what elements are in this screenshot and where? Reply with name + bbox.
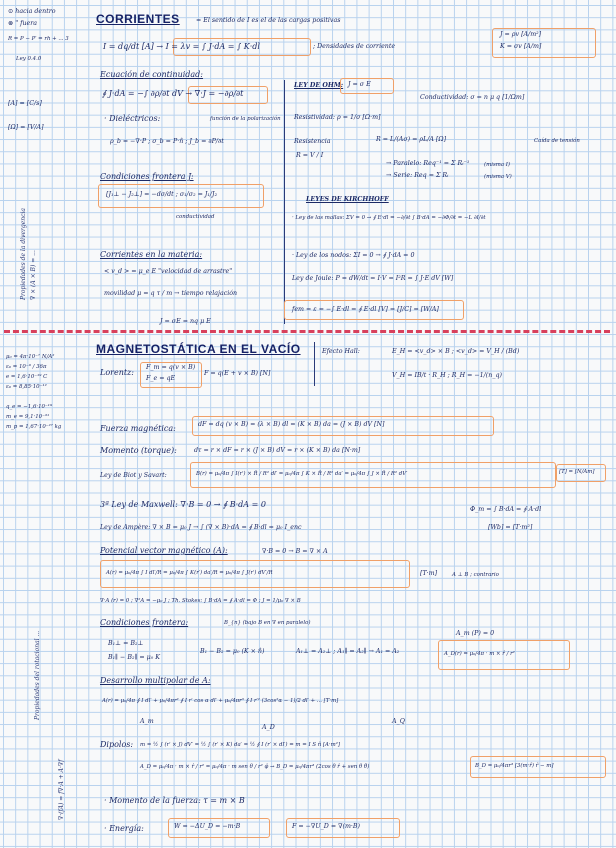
- paralelo: → Paralelo: Req⁻¹ = Σ Rᵢ⁻¹: [386, 160, 470, 167]
- biot-label: Ley de Biot y Savart:: [100, 472, 167, 479]
- continuidad-title: Ecuación de continuidad:: [100, 70, 203, 79]
- kirchhoff-nodos: · Ley de los nodos: ΣI = 0 → ∮ J·dA = 0: [292, 252, 415, 259]
- biot-eq: B(r) = μ₀/4π ∫ I(r′) × R̂ / R² dl′ = μ₀/4π ∫ K × R̂ / R² da′ = μ₀/4π ∫ J × R̂ / R² dV′: [196, 471, 408, 477]
- ohm-eq: J = σ E: [348, 81, 371, 88]
- dipolo-label: Dipolos:: [100, 740, 134, 749]
- lorentz-label: Lorentz:: [100, 368, 134, 377]
- materia-eq-j: J = σE = nq μ E: [160, 318, 211, 325]
- const-e: e = 1,6·10⁻¹⁹ C: [6, 374, 48, 380]
- flujo-magnetico: Φ_m = ∫ B·dA = ∮ A·dl: [470, 506, 542, 513]
- misma-i: (misma I): [484, 162, 510, 168]
- label-monopolo: A_m: [140, 718, 154, 725]
- materia-title: Corrientes en la materia:: [100, 250, 203, 259]
- multipolar-eq: A(r) = μ₀/4π ∮ I dl′ + μ₀/4πr² ∮ I r′ cos α dl′ + μ₀/4πr³ ∮ I r′² (3cos²α − 1)/2 dl′ + ... [T·m]: [102, 698, 339, 704]
- weber-unit: [Wb] = [T·m²]: [488, 524, 533, 531]
- hall-divider: [314, 342, 315, 386]
- kirchhoff-title: LEYES DE KIRCHHOFF: [306, 196, 389, 203]
- const-qe: q_e = −1,6·10⁻¹⁹: [6, 404, 53, 410]
- lorentz-total: F = q(E + v × B) [N]: [204, 370, 271, 377]
- section-title-magnetostatica: MAGNETOSTÁTICA EN EL VACÍO: [96, 342, 301, 356]
- misma-v: (misma V): [484, 174, 512, 180]
- note-ley: Ley 0.4.0: [16, 56, 42, 62]
- fuerza-eq: dF = dq (v × B) = (λ × B) dl = (K × B) da = (J × B) dV [N]: [198, 421, 385, 428]
- materia-eq-movilidad: movilidad μ = q τ / m → tiempo relajación: [104, 290, 238, 297]
- unit-ohm: [Ω] = [V/A]: [8, 124, 44, 131]
- frontera-b-note: B_{n} (bajo B en ∇ en paralelo): [224, 620, 311, 626]
- hall-label: Efecto Hall:: [322, 348, 360, 355]
- margin-note-4: ∇·(fA) = f∇·A + A·∇f: [58, 759, 65, 820]
- caida-tension: Caída de tensión: [534, 138, 580, 144]
- energia-label: · Energía:: [104, 824, 144, 833]
- potencial-unit: [T·m]: [420, 570, 438, 577]
- resistividad: Resistividad: ρ = 1/σ [Ω·m]: [294, 114, 381, 121]
- label-dipolo: A_D: [262, 724, 275, 731]
- dipolo-campo: A_D = μ₀/4π · m × r̂ / r² = μ₀/4π · m sen θ / r² φ̂ → B_D = μ₀/4πr³ (2cos θ r̂ + sen θ θ̂): [140, 764, 370, 770]
- momento-label: Momento (torque):: [100, 446, 177, 455]
- frontera-j-eq: [J₁⊥ − J₂⊥] = −dσ/dt ; σ₁/σ₂ = J₁/J₂: [106, 191, 218, 198]
- densidades-label: ; Densidades de corriente: [313, 43, 396, 50]
- materia-eq-arrastre: < v_d > = μ_e E "velocidad de arrastre": [104, 268, 233, 275]
- dielectricos-note: función de la polarización: [210, 116, 281, 122]
- const-me: m_e = 9,1·10⁻³¹: [6, 414, 50, 420]
- fuerza-dipolo-eq: F = −∇U_D = ∇(m·B): [292, 823, 361, 830]
- potencial-note: A ⊥ B ; contrario: [452, 572, 499, 578]
- potencial-title: Potencial vector magnético (A):: [100, 546, 228, 555]
- section-separator: [4, 330, 610, 333]
- dipolo-momento: m = ½ ∫ (r′ × J) dV′ = ½ ∫ (r′ × K) da′ = ½ ∮ I (r′ × dl′) = m = I S n̂ [A·m²]: [140, 742, 341, 748]
- frontera-j-note: conductividad: [176, 214, 215, 220]
- lorentz-fm: F_m = q(v × B): [146, 364, 196, 371]
- hall-eq: E_H = <v_d> × B ; <v_d> = V_H / (Bd): [392, 348, 520, 355]
- const-eps0-a: ε₀ = 10⁻⁹ / 36π: [6, 364, 47, 370]
- potencial-cond: ∇·B = 0 → B = ∇ × A: [262, 548, 328, 555]
- dipolo-potencial: A_D(r) = μ₀/4π · m × r̂ / r²: [444, 651, 515, 657]
- note-inward: ⊙ hacia dentro: [8, 8, 56, 15]
- fuerza-label: Fuerza magnética:: [100, 424, 176, 433]
- momento-fuerza: · Momento de la fuerza: τ = m × B: [104, 796, 245, 805]
- resistencia-label: Resistencia: [294, 138, 331, 145]
- kirchhoff-mallas: · Ley de las mallas: ΣV = 0 → ∮ E·dl = −∂/∂t ∫ B·dA = −∂Φ/∂t = −L ∂I/∂t: [292, 215, 486, 221]
- densidad-superficial: K = σv [A/m]: [500, 43, 542, 50]
- margin-note-1: Propiedades de la divergencia: [20, 207, 27, 300]
- dipolo-campo-boxed: B_D = μ₀/4πr³ [3(m·r̂) r̂ − m]: [475, 763, 554, 769]
- column-divider: [284, 80, 285, 324]
- tesla-unit: [T] = [N/Am]: [559, 469, 595, 475]
- current-definition: I = dq/dt [A] → I = λv = ∫ J·dA = ∫ K·dl: [103, 42, 260, 51]
- corrientes-subtitle: = El sentido de I es el de las cargas positivas: [196, 17, 341, 24]
- unit-ampere: [A] = [C/s]: [8, 100, 42, 107]
- const-eps0-b: ε₀ = 8,85·10⁻¹²: [6, 384, 47, 390]
- section-title-corrientes: CORRIENTES: [96, 12, 180, 26]
- multipolar-title: Desarrollo multipolar de A:: [100, 676, 211, 685]
- resistencia-eq: R = L/(Aσ) = ρL/A [Ω]: [376, 136, 447, 143]
- conductividad: Conductividad: σ = n μ q [1/Ωm]: [420, 94, 525, 101]
- label-cuadrupolo: A_Q: [392, 718, 405, 725]
- densidad-volumetrica: J = ρv [A/m²]: [500, 31, 542, 38]
- note-r-vector: R = P − P′ = rh + ... 3: [8, 36, 69, 42]
- frontera-b-eq2: B₁∥ − B₂∥ = μ₀ K: [108, 654, 161, 661]
- note-outward: ⊗ " fuera: [8, 20, 38, 27]
- monopolo-cero: A_m (P) = 0: [456, 630, 495, 637]
- ohm-title: LEY DE OHM:: [294, 82, 344, 89]
- frontera-a-eq: A₁⊥ = A₂⊥ ; A₁∥ = A₂∥ → A₁ = A₂: [296, 648, 400, 655]
- const-mu0: μ₀ = 4π·10⁻⁷ N/A²: [6, 354, 55, 360]
- continuidad-eq: ∮ J·dA = −∫ ∂ρ/∂t dV → ∇·J = −∂ρ/∂t: [102, 89, 244, 98]
- lorentz-fe: F_e = qE: [146, 375, 176, 382]
- ley-joule: Ley de Joule: P = dW/dt = I·V = I²R = ∫ J·E dV [W]: [292, 275, 454, 282]
- energia-eq: W = −ΔU_D = −m·B: [174, 823, 241, 830]
- potencial-eq: A(r) = μ₀/4π ∫ I dl′/R = μ₀/4π ∫ K(r′) da′/R = μ₀/4π ∫ J(r′) dV′/R: [106, 570, 273, 576]
- frontera-b-eq1: B₁⊥ = B₂⊥: [108, 640, 144, 647]
- frontera-b-eq3: B₁ − B₂ = μ₀ (K × n̂): [200, 648, 265, 655]
- hall-eq2: V_H = IB/t · R_H ; R_H = −1/(n_q): [392, 372, 502, 379]
- momento-eq: dτ = r × dF = r × (J × B) dV = r × (K × B) da [N·m]: [194, 447, 361, 454]
- gauge-line: ∇·A (r) = 0 ; ∇²A = −μ₀ J ; Th. Stokes: ∫ B·dA = ∮ A·dl = Φ ; J = 1/μ₀ ∇ × B: [100, 598, 301, 604]
- frontera-b-title: Condiciones frontera:: [100, 618, 189, 627]
- dielectricos-label: · Dieléctricos:: [104, 114, 161, 123]
- const-mp: m_p = 1,67·10⁻²⁷ kg: [6, 424, 62, 430]
- margin-note-2: ∇ × (A × B) = ...: [30, 250, 37, 300]
- resistencia-def: R = V / I: [296, 152, 324, 159]
- ampere: Ley de Ampère: ∇ × B = μ₀ J → ∫ (∇ × B)·dA = ∮ B·dl = μ₀ I_enc: [100, 524, 302, 531]
- maxwell3: 3ª Ley de Maxwell: ∇·B = 0 → ∮ B·dA = 0: [100, 500, 266, 509]
- fem-eq: fem = ε = −∫ E·dl = ∮ E·dl [V] = [J/C] = [W/A]: [292, 306, 439, 313]
- serie: → Serie: Req = Σ Rᵢ: [386, 172, 449, 179]
- frontera-j-title: Condiciones frontera J:: [100, 172, 194, 181]
- margin-note-3: Propiedades del rotacional ...: [34, 630, 41, 720]
- dielectricos-eq: ρ_b = −∇·P ; σ_b = P·n̂ ; J_b = ∂P/∂t: [110, 138, 224, 145]
